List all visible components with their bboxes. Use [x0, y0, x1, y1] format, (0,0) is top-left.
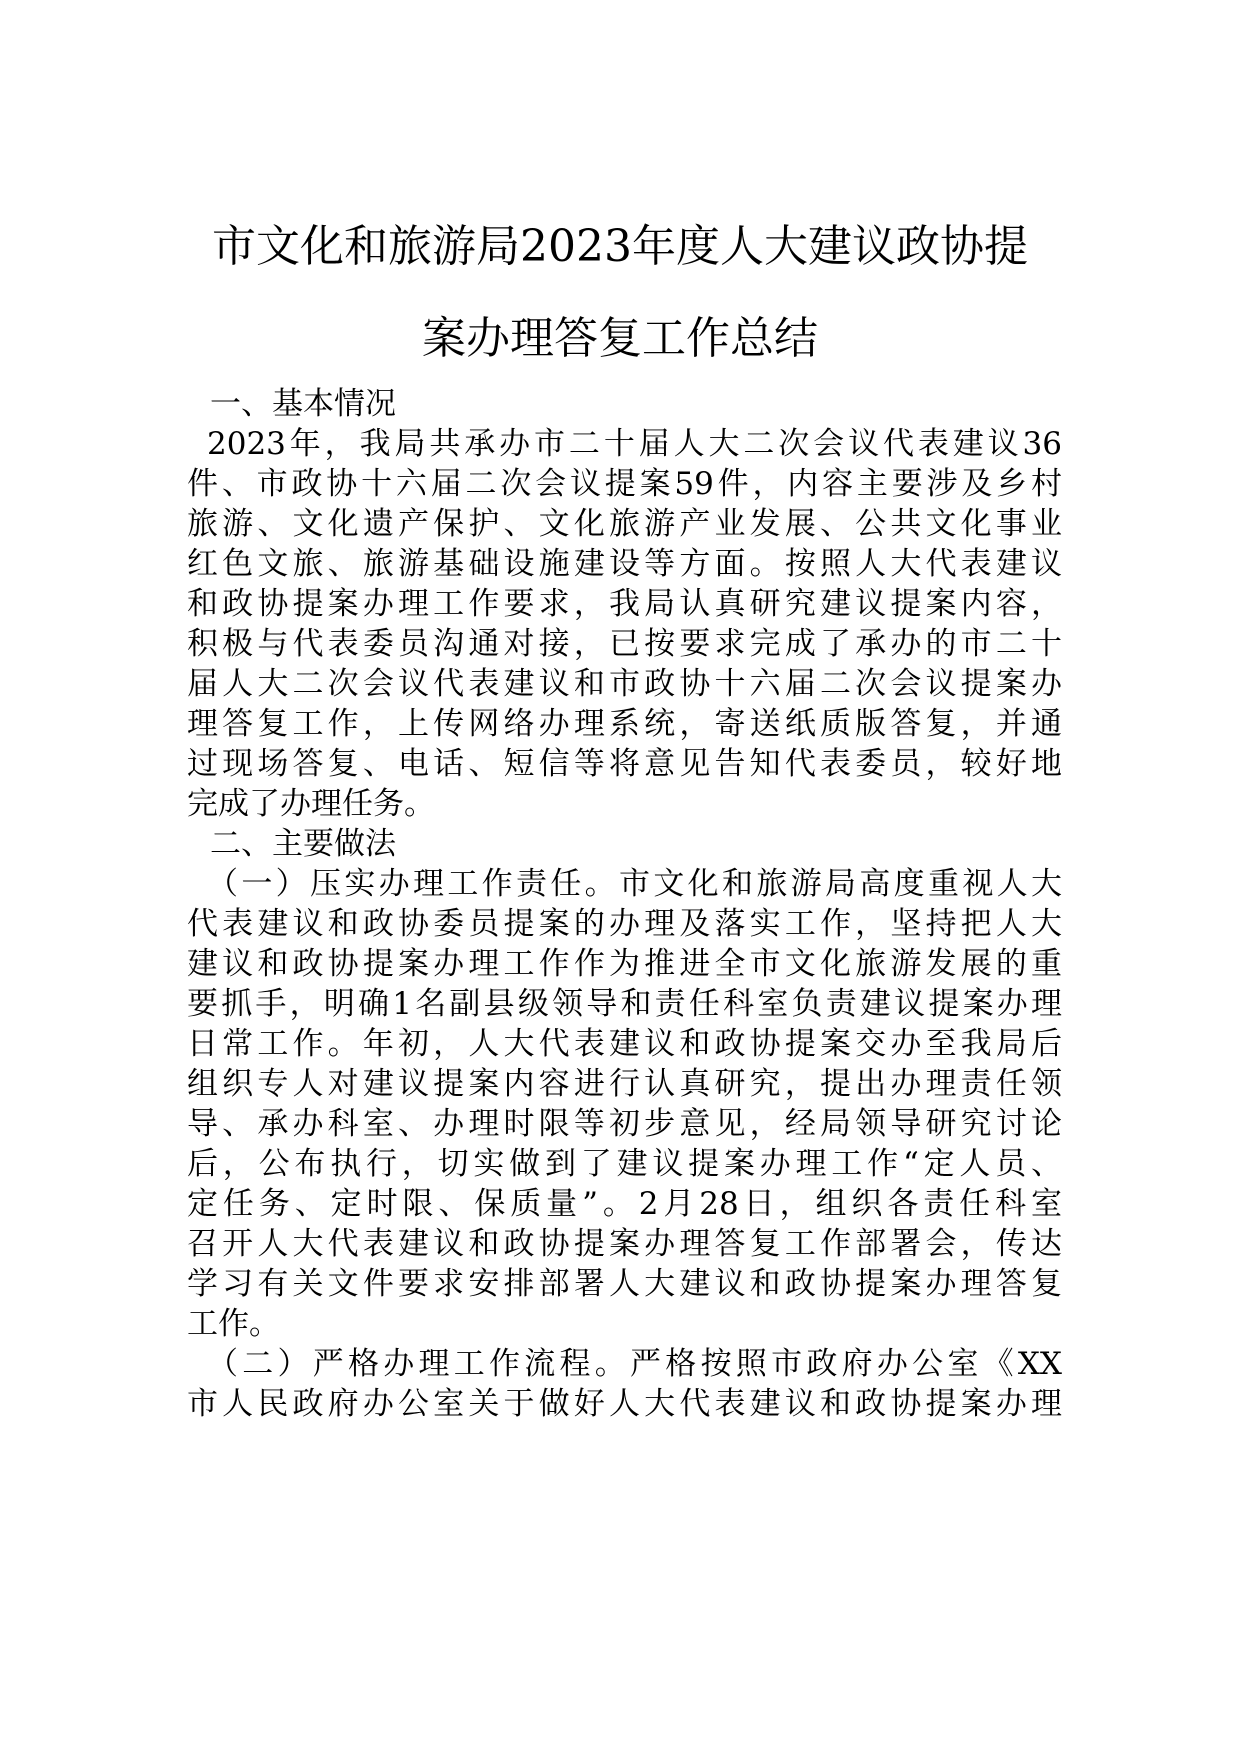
section-1-line: 理答复工作，上传网络办理系统，寄送纸质版答复，并通 [187, 706, 1062, 742]
section-2-para-1-line: 定任务、定时限、保质量”。2月28日，组织各责任科室 [187, 1186, 1062, 1222]
section-2-para-1-line: 后，公布执行，切实做到了建议提案办理工作“定人员、 [187, 1146, 1062, 1182]
section-2-para-1-line: （一）压实办理工作责任。市文化和旅游局高度重视人大 [207, 866, 1062, 902]
section-1-line: 件、市政协十六届二次会议提案59件，内容主要涉及乡村 [187, 466, 1062, 502]
section-2-heading: 二、主要做法 [210, 826, 396, 862]
section-1-line: 2023年，我局共承办市二十届人大二次会议代表建议36 [207, 426, 1062, 462]
section-2-para-1-line: 组织专人对建议提案内容进行认真研究，提出办理责任领 [187, 1066, 1062, 1102]
section-1-line: 完成了办理任务。 [187, 786, 435, 822]
section-1-line: 积极与代表委员沟通对接，已按要求完成了承办的市二十 [187, 626, 1062, 662]
section-1-line: 红色文旅、旅游基础设施建设等方面。按照人大代表建议 [187, 546, 1062, 582]
section-1-line: 和政协提案办理工作要求，我局认真研究建议提案内容， [187, 586, 1062, 622]
section-2-para-1-line: 召开人大代表建议和政协提案办理答复工作部署会，传达 [187, 1226, 1062, 1262]
section-1-line: 过现场答复、电话、短信等将意见告知代表委员，较好地 [187, 746, 1062, 782]
section-2-para-1-line: 导、承办科室、办理时限等初步意见，经局领导研究讨论 [187, 1106, 1062, 1142]
section-1-heading: 一、基本情况 [210, 386, 396, 422]
section-1-line: 届人大二次会议代表建议和市政协十六届二次会议提案办 [187, 666, 1062, 702]
section-2-para-2-line: 市人民政府办公室关于做好人大代表建议和政协提案办理 [187, 1386, 1062, 1422]
section-2-para-1-line: 日常工作。年初，人大代表建议和政协提案交办至我局后 [187, 1026, 1062, 1062]
section-1-line: 旅游、文化遗产保护、文化旅游产业发展、公共文化事业 [187, 506, 1062, 542]
section-2-para-1-line: 工作。 [187, 1306, 280, 1342]
section-2-para-2-line: （二）严格办理工作流程。严格按照市政府办公室《XX [207, 1346, 1062, 1382]
section-2-para-1-line: 代表建议和政协委员提案的办理及落实工作，坚持把人大 [187, 906, 1062, 942]
section-2-para-1-line: 学习有关文件要求安排部署人大建议和政协提案办理答复 [187, 1266, 1062, 1302]
section-2-para-1-line: 要抓手，明确1名副县级领导和责任科室负责建议提案办理 [187, 986, 1062, 1022]
document-title-line-1: 市文化和旅游局2023年度人大建议政协提 [212, 221, 1028, 272]
document-title-line-2: 案办理答复工作总结 [422, 313, 818, 364]
section-2-para-1-line: 建议和政协提案办理工作作为推进全市文化旅游发展的重 [187, 946, 1062, 982]
